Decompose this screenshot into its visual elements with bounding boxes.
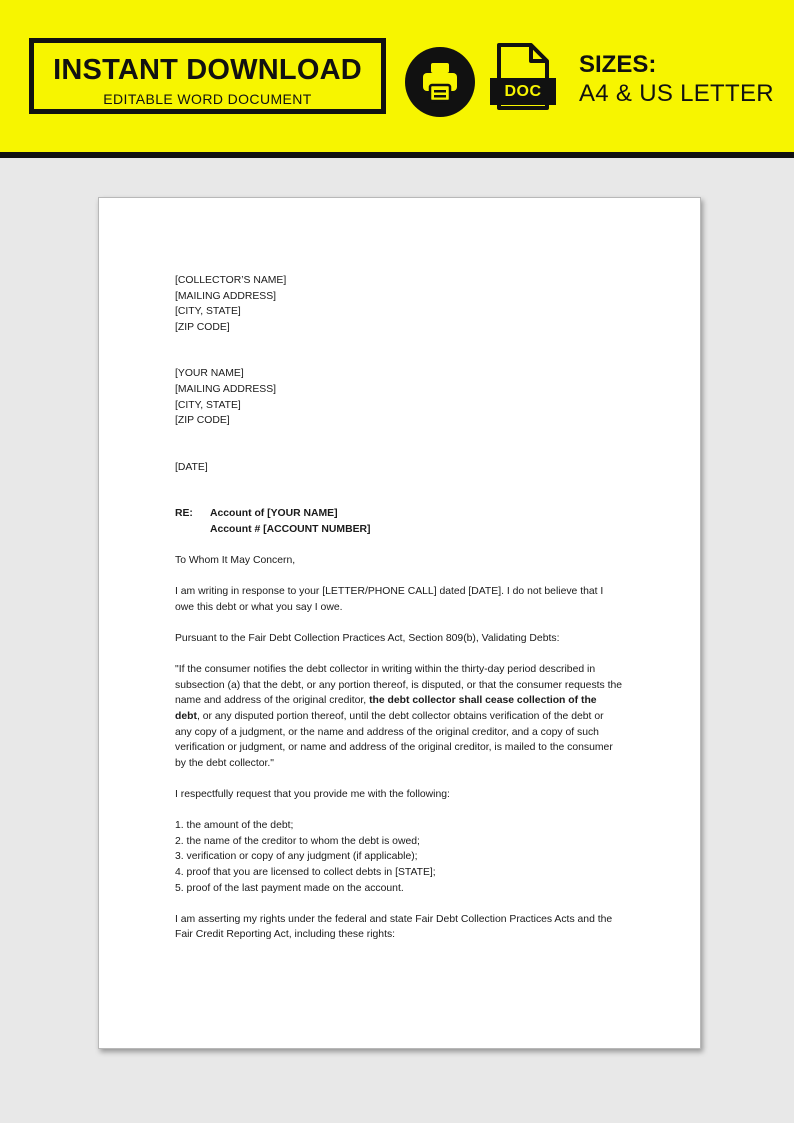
list-item: 2. the name of the creditor to whom the debt is owed; <box>175 835 420 847</box>
doc-label: DOC <box>490 78 556 105</box>
printer-icon <box>405 47 475 117</box>
sizes-value: A4 & US LETTER <box>579 80 774 107</box>
collector-mailing-address: [MAILING ADDRESS] <box>175 290 277 302</box>
sizes-title: SIZES: <box>579 51 657 78</box>
sender-zip: [ZIP CODE] <box>175 415 230 427</box>
sender-mailing-address: [MAILING ADDRESS] <box>175 383 277 395</box>
request-list <box>175 818 623 896</box>
paragraph-response: I am writing in response to your [LETTER/PHONE CALL] dated [DATE]. I do not believe that I owe this debt or what you say I owe. <box>175 586 604 613</box>
re-account-number: Account # [ACCOUNT NUMBER] <box>210 523 371 535</box>
collector-zip: [ZIP CODE] <box>175 321 230 333</box>
document-page <box>98 197 701 1049</box>
quote-emphasis: the debt collector shall cease collection of the debt <box>175 695 597 723</box>
list-item: 1. the amount of the debt; <box>175 820 294 832</box>
badge-title: INSTANT DOWNLOAD <box>53 54 362 86</box>
collector-address-block <box>175 273 623 335</box>
quote-text-start: "If the consumer notifies the debt collector in writing within the thirty-day period described in subsection (a) that the debt, or any portion thereof, is disputed, or that the consumer requests the name and address of the original creditor, <box>175 664 623 707</box>
promo-banner <box>0 0 794 152</box>
list-item: 5. proof of the last payment made on the account. <box>175 882 404 894</box>
banner-divider <box>0 152 794 158</box>
sender-name: [YOUR NAME] <box>175 368 244 380</box>
collector-name: [COLLECTOR’S NAME] <box>175 275 287 286</box>
sender-address-block <box>175 366 623 428</box>
statute-quote <box>175 662 623 771</box>
letter-date: [DATE] <box>175 461 208 473</box>
re-account-name: Account of [YOUR NAME] <box>210 508 338 520</box>
badge-subtitle: EDITABLE WORD DOCUMENT <box>103 91 312 107</box>
re-label: RE: <box>175 508 193 520</box>
list-item: 3. verification or copy of any judgment (if applicable); <box>175 851 418 863</box>
subject-line <box>175 506 623 537</box>
collector-city-state: [CITY, STATE] <box>175 306 241 318</box>
sender-city-state: [CITY, STATE] <box>175 399 241 411</box>
letter-body <box>175 273 623 943</box>
quote-text-end: , or any disputed portion thereof, until the debt collector obtains verification of the debt or any copy of a judgment, or the name and address of the original creditor, and a copy of such verification or judgment, or name and address of the original creditor, is mailed to the consumer by the debt collector." <box>175 711 613 769</box>
instant-download-badge <box>29 38 386 114</box>
paragraph-request: I respectfully request that you provide me with the following: <box>175 789 450 801</box>
paragraph-pursuant: Pursuant to the Fair Debt Collection Practices Act, Section 809(b), Validating Debts: <box>175 633 560 645</box>
salutation: To Whom It May Concern, <box>175 555 296 567</box>
paragraph-rights: I am asserting my rights under the federal and state Fair Debt Collection Practices Acts and the Fair Credit Reporting Act, including these rights: <box>175 913 613 941</box>
list-item: 4. proof that you are licensed to collect debts in [STATE]; <box>175 867 436 878</box>
